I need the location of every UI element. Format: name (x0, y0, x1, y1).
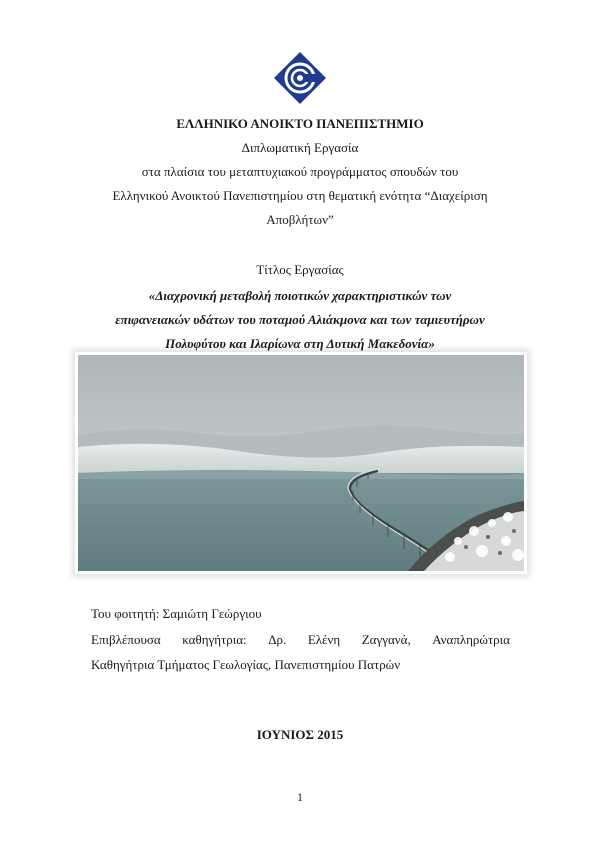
supervisor-word: Ελένη (307, 632, 341, 647)
supervisor-word: Ζαγγανά, (361, 632, 411, 647)
university-seal-icon (272, 50, 328, 106)
supervisor-word: Επιβλέπουσα (91, 632, 161, 647)
student-line: Του φοιτητή: Σαμιώτη Γεώργιου (91, 606, 262, 621)
program-line-2: Ελληνικού Ανοικτού Πανεπιστημίου στη θεματική ενότητα “Διαχείριση (112, 188, 488, 203)
supervisor-word: καθηγήτρια: (182, 632, 247, 647)
submission-date: ΙΟΥΝΙΟΣ 2015 (256, 727, 344, 742)
supervisor-line-2: Καθηγήτρια Τμήματος Γεωλογίας, Πανεπιστημίου Πατρών (91, 657, 401, 672)
program-line-3: Αποβλήτων” (266, 212, 334, 227)
cover-photo (75, 352, 527, 574)
supervisor-line-1 (91, 632, 510, 648)
title-line-3: Πολυφύτου και Ιλαρίωνα στη Δυτική Μακεδονία» (165, 336, 435, 351)
program-line-1: στα πλαίσια του μεταπτυχιακού προγράμματος σπουδών του (141, 164, 459, 179)
supervisor-word: Αναπληρώτρια (432, 632, 510, 647)
title-line-2: επιφανειακών υδάτων του ποταμού Αλιάκμονα και των ταμιευτήρων (115, 312, 485, 327)
title-label: Τίτλος Εργασίας (256, 262, 344, 277)
institution-name: ΕΛΛΗΝΙΚΟ ΑΝΟΙΚΤΟ ΠΑΝΕΠΙΣΤΗΜΙΟ (176, 116, 424, 131)
title-line-1: «Διαχρονική μεταβολή ποιοτικών χαρακτηριστικών των (148, 288, 452, 303)
bridge-lake-photo (78, 355, 524, 571)
thesis-type: Διπλωματική Εργασία (241, 140, 359, 155)
page-number: 1 (297, 790, 303, 804)
supervisor-word: Δρ. (268, 632, 287, 647)
